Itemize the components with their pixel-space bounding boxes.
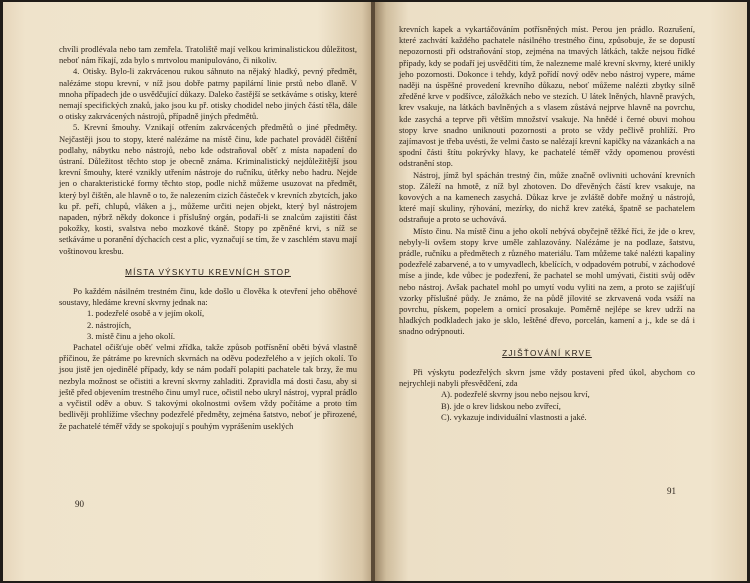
paragraph-krevni-smouhy: 5. Krevní šmouhy. Vznikají otřením zakrvácených předmětů o jiné předměty. Nejčastěji jsou to stopy, které nalézáme na místě činu, kde pachatel prováděl čištění podlahy, nábytku nebo nástrojů, nebo kde odstraňoval oběť z místa napadení do ústraní. Důležitost těchto stop je obecně známa. Kriminalistický nejdůležitější jsou krevní šmouhy, které vznikly utřením nástroje do ručníku, útěrky nebo hadru. Nejde jen o charakteristické formy těchto stop, podle nichž můžeme usuzovat na předmět, který byl čištěn, ale hlavně o to, že nalezením cizích částeček v krevních zbytcích, jako ku př. peří, chlupů, vláken a j., můžeme určiti nejen objekt, který byl nástrojem napaden, nýbrž někdy dokonce i příslušný orgán, podaří-li se znalcům zajistiti část pokožky, kosti, svalstva nebo mozkové tkáně. Stopy po zpěněné krvi, s níž se setkáváme u poranění dýchacích cest a plic, vyznačují se tím, že v zaschlém stavu mají voštinovou kresbu. — [59, 122, 357, 256]
list-item: 2. nástrojích, — [87, 319, 132, 330]
open-book — [3, 2, 747, 581]
left-page — [3, 2, 373, 581]
left-page-text — [59, 44, 357, 432]
paragraph-intro: Při výskytu podezřelých skvrn jsme vždy postaveni před úkol, abychom co nejrychleji nabyli přesvědčení, zda — [399, 366, 695, 389]
right-page-text — [399, 24, 695, 423]
section-heading: MÍSTA VÝSKYTU KREVNÍCH STOP — [125, 267, 291, 277]
page-number-right: 91 — [667, 486, 676, 496]
list-item: 1. podezřelé osobě a v jejím okolí, — [87, 308, 205, 319]
list-item: B). jde o krev lidskou nebo zvířecí, — [441, 400, 561, 411]
paragraph-intro: Po každém násilném trestném činu, kde došlo u člověka k otevření jeho oběhové soustavy, hledáme krevní skvrny jednak na: — [59, 286, 357, 308]
list-item: A). podezřelé skvrny jsou nebo nejsou krví, — [441, 389, 590, 400]
paragraph-misto-cinu: Místo činu. Na místě činu a jeho okolí nebývá obyčejně těžké říci, že jde o krev, nebyly-li ovšem stopy krve uměle zahlazovány. Nalézáme je na podlaze, šatstvu, prádle, ručníku a předmětech z různého materiálu. Tam můžeme také nalézti kapaliny podezřelé zabarvené, a to v umyvadlech, kbelících, v odpadovém potrubí, v záchodové míse a jinde, kde vůbec je podezření, že pachatel se mohl umývati, čistiti svůj oděv nebo nástroj. Avšak pachatel mohl po umytí vodu vyliti na zem, a proto se zajišťují vzorky příslušné půdy. Je známo, že na půdě jílovité se zkrvavená voda vsáží na povrchu, pískem, popelem a ornicí prosakuje. Poměrně nejlépe se krev udrží na hladkých podkladech jako je sklo, leštěné dřevo, porcelán, kamení a j., kde se dá i snadno odrýpnouti. — [399, 225, 695, 337]
paragraph-otisky: 4. Otisky. Bylo-li zakrvácenou rukou sáhnuto na nějaký hladký, pevný předmět, nalézáme stopu krevní, v níž jsou dobře patrny papilární linie prstů nebo dlaně. V mnoha případech jde o usvědčující důkazy. Daleko častější se setkáváme s otisky, které nemají specifických znaků, jako jsou ku př. otisky chodidel nebo jiných částí těla, dále o otisky zakrvácených nástrojů, případně jiných předmětů. — [59, 66, 357, 122]
paragraph: chvíli prodlévala nebo tam zemřela. Tratoliště mají velkou kriminalistickou důležitost, neboť nám říkají, zda bylo s mrtvolou manipulováno, či nikoliv. — [59, 44, 357, 66]
page-number-left: 90 — [75, 499, 84, 509]
right-page — [375, 2, 747, 581]
paragraph-nastroj: Nástroj, jímž byl spáchán trestný čin, může značně ovlivniti uchování krevních stop. Záleží na hmotě, z níž byl zhotoven. Do dřevěných částí krev vsakuje, na kovových a na kamenech zasychá. Důkaz krve je zvláště dobře možný u nástrojů, které mají skuliny, rýhování, mezírky, do nichž krev zatéká, špatně se pachatelem odstraňuje a proto se uchovává. — [399, 169, 695, 225]
paragraph: krevních kapek a vykartáčováním potřísněných míst. Perou jen prádlo. Rozrušení, které zachvátí každého pachatele násilného trestného činu, způsobuje, že se dopustí nepozornosti při odstraňování stop, zejména na tmavých látkách, takže nejsou řídké případy, kdy se podaří jej usvědčiti tím, že nalezneme malé krevní skvrny, které unikly jeho pozornosti. Dokonce i tehdy, když pořídí nový oděv nebo nástroj vypere, máme naději na úspěšné provedení krevního důkazu, neboť můžeme nalézti zbytky silně zředěné krve v podšívce, záložkách nebo ve stezích. U látek lněných, hlavně pravých, krev vsakuje, na látkách bavlněných a s vlasem zůstává nejprve hlavně na povrchu, kde zasychá a teprve při větším množství vsakuje. Na hnědé i černé obuvi mohou stopy krve snadno uniknouti pozornosti a proto se vždy pečlivě prohlíží. Pro zajímavost je třeba uvésti, že velmi často se nalézají krevní kapičky na vázankách a na spodní části štítu pokrývky hlavy, ke pachatelé téměř vždy opomenou provésti odstranění stop. — [399, 24, 695, 169]
paragraph-pachatel: Pachatel očišťuje oběť velmi zřídka, takže způsob potřísnění oběti bývá vlastně příčinou, že pátráme po krevních skvrnách na oděvu podezřelého a v jejích okolí. To jsou jistě jen ojedinělé případy, kdy se nám podaří polapiti pachatele tak brzy, že mu nezbyla možnost se očistiti a krevní skvrny zahladiti. Zpravidla má dosti času, aby si ještě před objevením trestného činu umyl ruce, očistil nebo ukryl nástroj, vypral prádlo a vyčistil oděv a obuv. S takovými okolnostmi ovšem vždy počítáme a proto tím bedlivěji prohlížíme všechny podezřelé předměty, zejména šatstvo, neboť je přirozené, že pachatelé téměř vždy se spokojují s pouhým vyprášením useklých — [59, 342, 357, 431]
section-heading: ZJIŠŤOVÁNÍ KRVE — [502, 348, 592, 358]
list-item: 3. místě činu a jeho okolí. — [87, 330, 176, 341]
list-item: C). vykazuje individuální vlastnosti a jaké. — [441, 411, 587, 422]
